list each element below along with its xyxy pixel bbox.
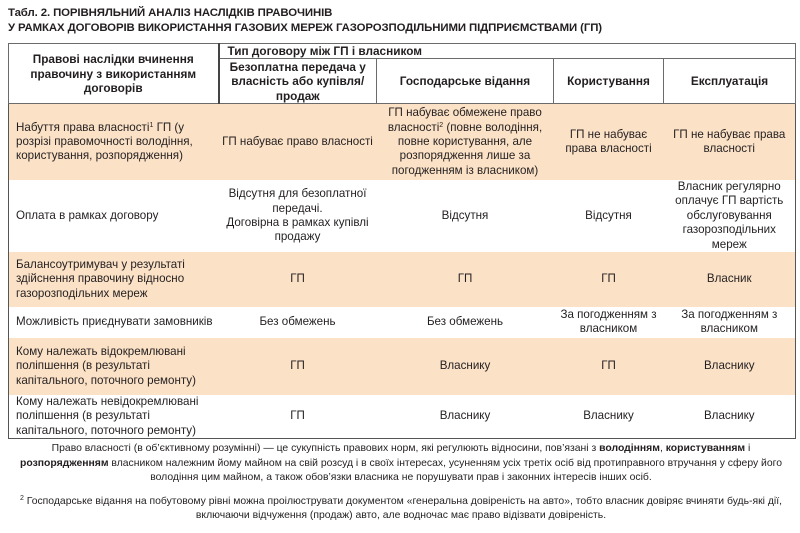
row-label xyxy=(9,104,219,180)
table-row xyxy=(9,180,796,252)
table-cell: Власник xyxy=(664,252,796,307)
footnote-bold-term: користуванням xyxy=(665,443,746,454)
table-cell: ГП xyxy=(554,252,664,307)
row-label: Можливість приєднувати замовників xyxy=(9,307,219,338)
title-line-1: Табл. 2. ПОРІВНЯЛЬНИЙ АНАЛІЗ НАСЛІДКІВ ПРАВОЧИНІВ xyxy=(8,7,333,19)
table-title xyxy=(8,6,602,36)
title-line-2: У РАМКАХ ДОГОВОРІВ ВИКОРИСТАННЯ ГАЗОВИХ МЕРЕЖ ГАЗОРОЗПОДІЛЬНИМИ ПІДПРИЄМСТВАМИ (ГП) xyxy=(8,22,602,34)
table-cell: Власнику xyxy=(377,338,554,395)
table-cell: ГП xyxy=(219,252,377,307)
table-cell: Власнику xyxy=(664,395,796,439)
footnote-text: Господарське відання на побутовому рівні можна проілюструвати документом «генеральна довіреність на авто», тобто власник довіряє вчиняти будь-які дії, включаючи відчуження (продаж) авто, але водночас має право відізвати довіреність. xyxy=(23,495,782,522)
header-row-top xyxy=(9,44,796,59)
row-label: Оплата в рамках договору xyxy=(9,180,219,252)
table-row xyxy=(9,307,796,338)
group-header-cell: Тип договору між ГП і власником xyxy=(219,44,796,59)
table-row xyxy=(9,395,796,439)
table-cell: ГП набуває право власності xyxy=(219,104,377,180)
footnotes xyxy=(8,442,794,533)
footnote-separator: , xyxy=(659,443,666,454)
table-cell: ГП не набуває права власності xyxy=(664,104,796,180)
table-cell: Відсутня xyxy=(377,180,554,252)
row-label: Кому належать відокремлювані поліпшення (в результаті капітального, поточного ремонту) xyxy=(9,338,219,395)
footnote-1 xyxy=(8,442,794,486)
row-label-text: Набуття права власності xyxy=(16,120,150,134)
footnote-2 xyxy=(8,495,794,524)
footnote-text: Право власності (в об’єктивному розумінні) — це сукупність правових норм, які регулюють відносини, пов’язані з xyxy=(51,443,600,454)
footnote-bold-term: розпорядженням xyxy=(20,457,109,469)
table-cell: ГП xyxy=(554,338,664,395)
table-cell: Власнику xyxy=(664,338,796,395)
column-header-economic-management: Господарське відання xyxy=(377,59,554,104)
row-label: Кому належать невідокремлювані поліпшення (в результаті капітального, поточного ремонту) xyxy=(9,395,219,439)
table-cell: Власнику xyxy=(377,395,554,439)
table-cell: Власник регулярно оплачує ГП вартість обслуговування газорозподільних мереж xyxy=(664,180,796,252)
footnote-text: власником належним йому майном на свій розсуд і в своїх інтересах, усуненням усіх третіх осіб від протиправного втручання у сферу його володіння цим майном, а також обов’язки власника не порушувати прав і законних інтересів інших осіб. xyxy=(108,457,782,484)
table-cell: ГП xyxy=(219,395,377,439)
column-header-transfer: Безоплатна передача у власність або купівля/ продаж xyxy=(219,59,377,104)
table-row xyxy=(9,104,796,180)
table-cell: ГП xyxy=(377,252,554,307)
row-label-rest: ГП (у розрізі правомочності володіння, користування, розпорядження) xyxy=(16,120,193,163)
table-cell: Без обмежень xyxy=(219,307,377,338)
cell-text-rest: (повне володіння, повне користування, але розпорядження лише за погодженням із власником) xyxy=(391,120,543,177)
table-row xyxy=(9,252,796,307)
table-cell xyxy=(219,180,377,252)
cell-text-rest: Договірна в рамках купівлі продажу xyxy=(226,215,369,244)
cell-text: Відсутня для безоплатної передачі. xyxy=(228,187,367,215)
footnote-bold-term: володінням xyxy=(599,443,660,454)
table-cell xyxy=(377,104,554,180)
table-cell: Власнику xyxy=(554,395,664,439)
table-cell: Без обмежень xyxy=(377,307,554,338)
table-cell: За погодженням з власником xyxy=(554,307,664,338)
column-header-usage: Користування xyxy=(554,59,664,104)
row-label: Балансоутримувач у результаті здійснення правочину відносно газорозподільних мереж xyxy=(9,252,219,307)
column-header-operation: Експлуатація xyxy=(664,59,796,104)
comparison-table xyxy=(8,43,796,439)
table-cell: Відсутня xyxy=(554,180,664,252)
footnote-ref: 2 xyxy=(439,121,444,129)
footnote-ref: 1 xyxy=(149,121,154,129)
table-row xyxy=(9,338,796,395)
footnote-separator: і xyxy=(745,443,751,454)
footnote-marker: 2 xyxy=(19,494,24,502)
cell-text: ГП набуває обмежене право власності xyxy=(387,106,542,134)
table-cell: ГП xyxy=(219,338,377,395)
table-cell: За погодженням з власником xyxy=(664,307,796,338)
table-cell: ГП не набуває права власності xyxy=(554,104,664,180)
row-header-cell: Правові наслідки вчинення правочину з використанням договорів xyxy=(9,44,219,104)
